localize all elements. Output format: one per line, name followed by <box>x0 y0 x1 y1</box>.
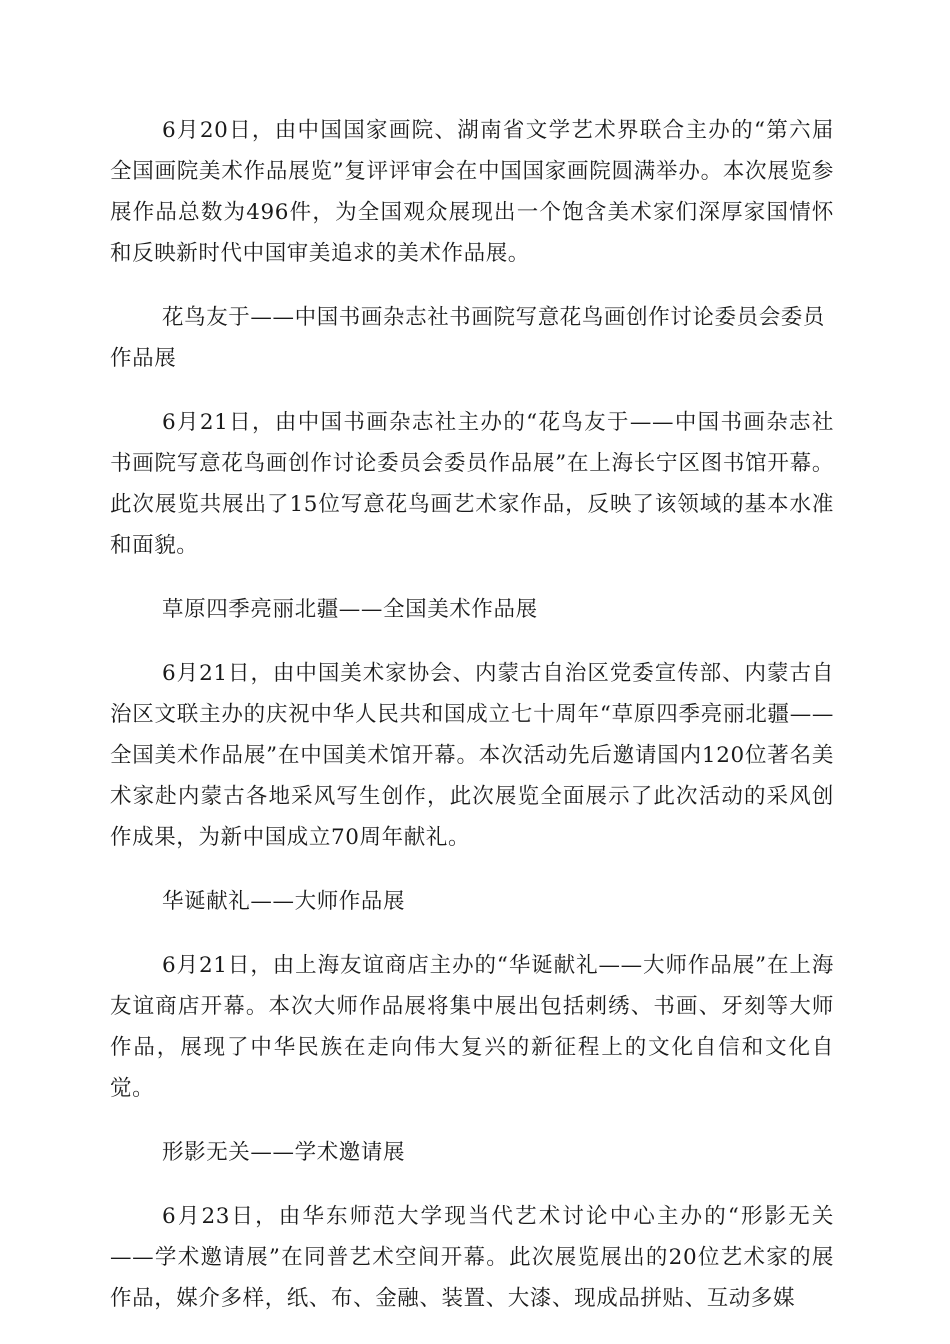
paragraph-caoyuan-siji: 6月21日，由中国美术家协会、内蒙古自治区党委宣传部、内蒙古自治区文联主办的庆祝中华人民共和国成立七十周年“草原四季亮丽北疆——全国美术作品展”在中国美术馆开幕。本次活动先后邀请国内120位著名美术家赴内蒙古各地采风写生创作，此次展览全面展示了此次活动的采风创作成果，为新中国成立70周年献礼。 <box>110 661 834 850</box>
paragraph-huadan-xianli: 6月21日，由上海友谊商店主办的“华诞献礼——大师作品展”在上海友谊商店开幕。本次大师作品展将集中展出包括刺绣、书画、牙刻等大师作品，展现了中华民族在走向伟大复兴的新征程上的文化自信和文化自觉。 <box>110 953 834 1101</box>
paragraph-xingying-wuguan: 6月23日，由华东师范大学现当代艺术讨论中心主办的“形影无关——学术邀请展”在同普艺术空间开幕。此次展览展出的20位艺术家的展作品，媒介多样，纸、布、金融、装置、大漆、现成品拼贴、互动多媒 <box>110 1204 834 1311</box>
paragraph-exhibition-6th-academy: 6月20日，由中国国家画院、湖南省文学艺术界联合主办的“第六届全国画院美术作品展览”复评评审会在中国国家画院圆满举办。本次展览参展作品总数为496件，为全国观众展现出一个饱含美术家们深厚家国情怀和反映新时代中国审美追求的美术作品展。 <box>110 118 834 266</box>
paragraph-huaniao-youyu: 6月21日，由中国书画杂志社主办的“花鸟友于——中国书画杂志社书画院写意花鸟画创作讨论委员会委员作品展”在上海长宁区图书馆开幕。此次展览共展出了15位写意花鸟画艺术家作品，反映了该领域的基本水准和面貌。 <box>110 410 834 558</box>
heading-huaniao-youyu: 花鸟友于——中国书画杂志社书画院写意花鸟画创作讨论委员会委员作品展 <box>110 305 826 371</box>
heading-caoyuan-siji: 草原四季亮丽北疆——全国美术作品展 <box>162 597 538 622</box>
heading-xingying-wuguan: 形影无关——学术邀请展 <box>162 1140 406 1165</box>
heading-huadan-xianli: 华诞献礼——大师作品展 <box>162 889 406 914</box>
document-page <box>110 110 834 1342</box>
